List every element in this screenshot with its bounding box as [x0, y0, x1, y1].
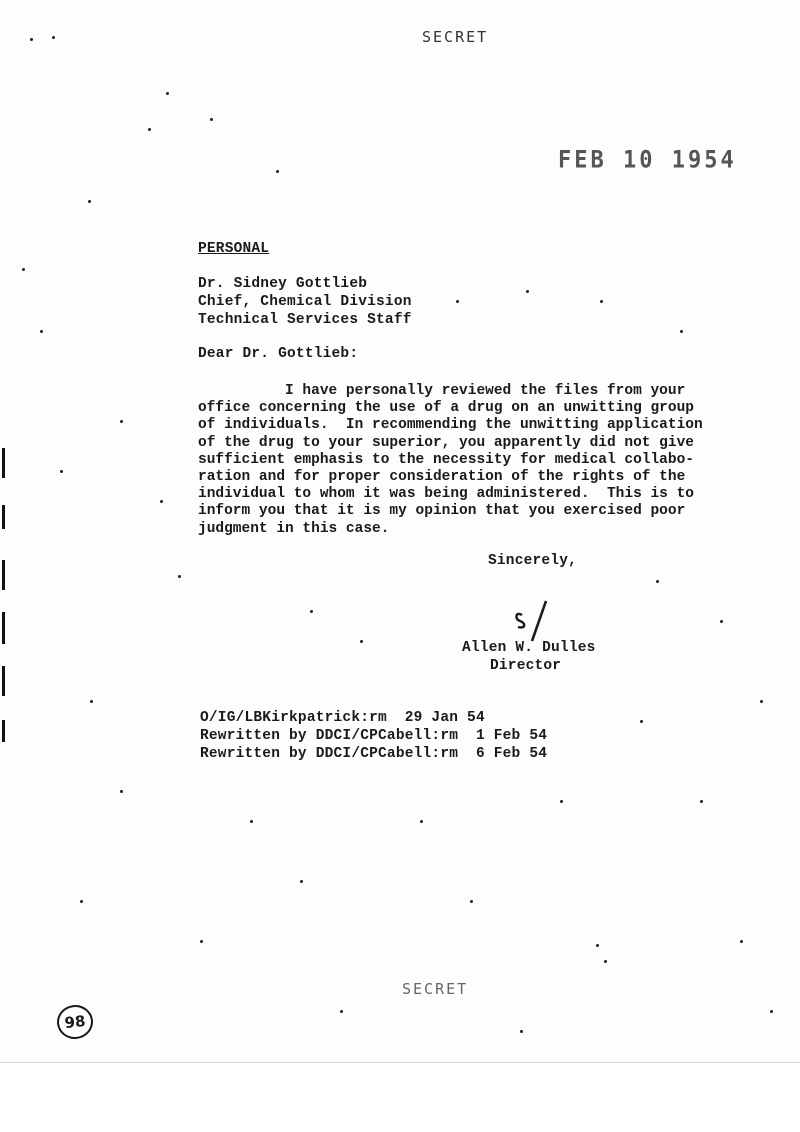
- closing: Sincerely,: [488, 553, 578, 569]
- recipient-office: Technical Services Staff: [198, 312, 412, 328]
- scan-speck: [770, 1010, 773, 1013]
- scan-speck: [120, 790, 123, 793]
- recipient-title: Chief, Chemical Division: [198, 294, 412, 310]
- scan-speck: [600, 300, 603, 303]
- scan-speck: [596, 944, 599, 947]
- edge-mark: [2, 612, 5, 644]
- scan-speck: [178, 575, 181, 578]
- scan-speck: [720, 620, 723, 623]
- signer-title: Director: [490, 658, 562, 674]
- scan-speck: [250, 820, 253, 823]
- body-line: I have personally reviewed the files from your: [198, 383, 686, 399]
- body-line: office concerning the use of a drug on an unwitting group: [198, 400, 694, 417]
- scan-speck: [166, 92, 169, 95]
- body-line: ration and for proper consideration of the rights of the: [198, 469, 686, 486]
- scan-speck: [160, 500, 163, 503]
- scan-speck: [200, 940, 203, 943]
- scan-speck: [740, 940, 743, 943]
- body-line: inform you that it is my opinion that you exercised poor: [198, 503, 686, 520]
- routing-line-2: Rewritten by DDCI/CPCabell:rm 1 Feb 54: [200, 728, 548, 744]
- scan-speck: [526, 290, 529, 293]
- scan-speck: [40, 330, 43, 333]
- routing-line-3: Rewritten by DDCI/CPCabell:rm 6 Feb 54: [200, 746, 548, 762]
- scan-speck: [640, 720, 643, 723]
- scan-margin: [0, 1062, 800, 1132]
- scan-speck: [90, 700, 93, 703]
- scan-speck: [300, 880, 303, 883]
- signer-name: Allen W. Dulles: [462, 640, 596, 656]
- scan-speck: [340, 1010, 343, 1013]
- edge-mark: [2, 448, 5, 478]
- body-line: judgment in this case.: [198, 520, 390, 537]
- scan-speck: [656, 580, 659, 583]
- salutation: Dear Dr. Gottlieb:: [198, 346, 359, 362]
- scan-speck: [360, 640, 363, 643]
- body-line: sufficient emphasis to the necessity for medical collabo-: [198, 451, 694, 468]
- scan-speck: [456, 300, 459, 303]
- scan-speck: [560, 800, 563, 803]
- classification-bottom: SECRET: [402, 980, 469, 998]
- scan-speck: [276, 170, 279, 173]
- edge-mark: [2, 560, 5, 590]
- routing-line-1: O/IG/LBKirkpatrick:rm 29 Jan 54: [200, 710, 485, 726]
- scan-speck: [22, 268, 25, 271]
- scan-speck: [120, 420, 123, 423]
- body-line: individual to whom it was being administered. This is to: [198, 486, 694, 503]
- date-stamp: FEB 10 1954: [558, 146, 737, 175]
- edge-mark: [2, 720, 5, 742]
- scan-speck: [700, 800, 703, 803]
- scan-speck: [148, 128, 151, 131]
- scan-speck: [420, 820, 423, 823]
- personal-marking: PERSONAL: [198, 241, 270, 257]
- scan-speck: [60, 470, 63, 473]
- page-number: 98: [55, 1003, 94, 1041]
- scan-speck: [80, 900, 83, 903]
- classification-top: SECRET: [422, 28, 489, 46]
- scan-speck: [470, 900, 473, 903]
- scan-speck: [210, 118, 213, 121]
- edge-mark: [2, 666, 5, 696]
- edge-mark: [2, 505, 5, 529]
- body-line: of the drug to your superior, you apparently did not give: [198, 434, 694, 451]
- scan-speck: [30, 38, 33, 41]
- scan-speck: [520, 1030, 523, 1033]
- scan-speck: [680, 330, 683, 333]
- scan-speck: [310, 610, 313, 613]
- recipient-name: Dr. Sidney Gottlieb: [198, 276, 368, 292]
- scan-speck: [760, 700, 763, 703]
- scan-speck: [604, 960, 607, 963]
- letter-body: [198, 383, 718, 538]
- body-line: of individuals. In recommending the unwitting application: [198, 417, 703, 434]
- scan-speck: [52, 36, 55, 39]
- scan-speck: [88, 200, 91, 203]
